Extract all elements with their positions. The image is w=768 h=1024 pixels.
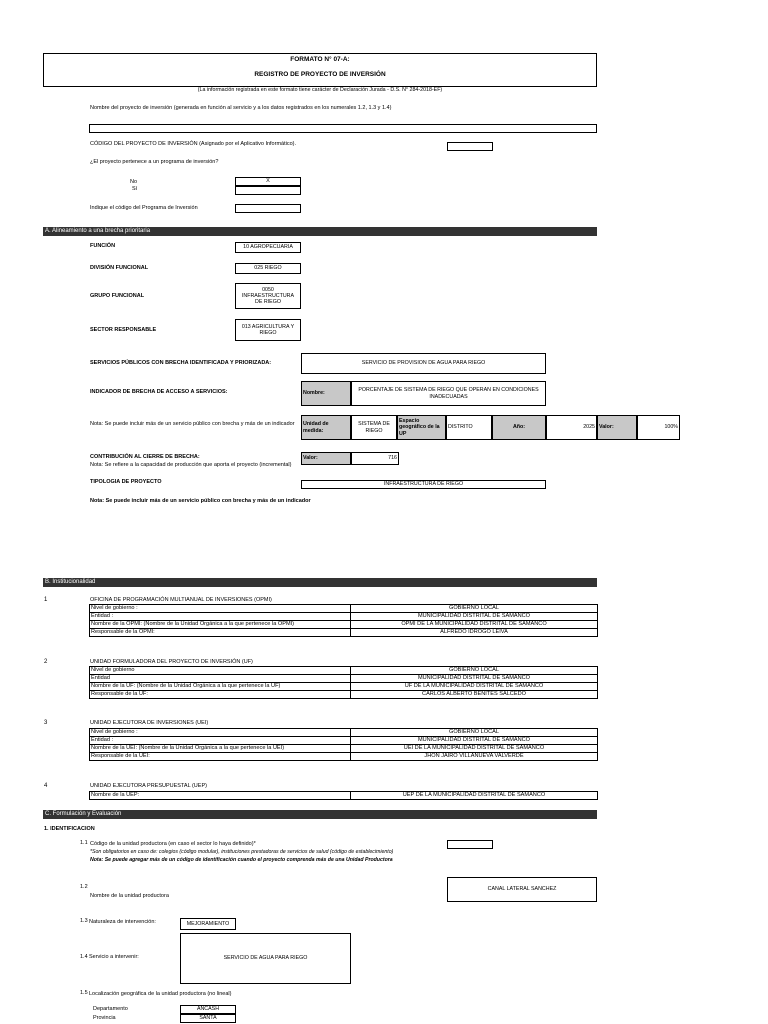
- anio-field[interactable]: 2025: [546, 415, 597, 440]
- program-si-label: Sí: [132, 186, 138, 192]
- uei-number: 3: [44, 720, 48, 726]
- item-1-5-number: 1.5: [80, 990, 88, 996]
- program-si-field[interactable]: [235, 186, 301, 195]
- uf-table: [89, 666, 598, 699]
- grupo-label: GRUPO FUNCIONAL: [90, 293, 145, 299]
- row-label: Nivel de gobierno :: [90, 729, 351, 737]
- item-1-1-note: *Son obligatorios en caso de: colegios (código modular), instituciones prestadoras de servicios de salud (código de establecimiento): [90, 849, 394, 855]
- table-row: [90, 745, 598, 753]
- item-1-3-number: 1.3: [80, 918, 88, 924]
- row-value[interactable]: UEP DE LA MUNICIPALIDAD DISTRITAL DE SAMANCO: [351, 792, 598, 800]
- format-title: REGISTRO DE PROYECTO DE INVERSIÓN: [254, 70, 386, 78]
- table-row: [90, 629, 598, 637]
- row-value[interactable]: MUNICIPALIDAD DISTRITAL DE SAMANCO: [351, 675, 598, 683]
- valor-field[interactable]: 100%: [637, 415, 680, 440]
- uei-title: UNIDAD EJECUTORA DE INVERSIONES (UEI): [90, 720, 209, 726]
- provincia-field[interactable]: SANTA: [180, 1014, 236, 1023]
- row-label: Nivel de gobierno: [90, 667, 351, 675]
- table-row: [90, 683, 598, 691]
- table-row: [90, 621, 598, 629]
- sector-field[interactable]: 013 AGRICULTURA Y RIEGO: [235, 319, 301, 341]
- section-c-title: C. Formulación y Evaluación: [43, 810, 597, 819]
- division-label: DIVISIÓN FUNCIONAL: [90, 265, 149, 271]
- espacio-field[interactable]: DISTRITO: [446, 415, 492, 440]
- item-1-2-label: Nombre de la unidad productora: [90, 893, 169, 899]
- unidad-field[interactable]: SISTEMA DE RIEGO: [351, 415, 397, 440]
- opmi-title: OFICINA DE PROGRAMACIÓN MULTIANUAL DE INVERSIONES (OPMI): [90, 597, 272, 603]
- row-label: Nombre de la UEI: (Nombre de la Unidad Orgánica a la que pertenece la UEI): [90, 745, 351, 753]
- opmi-number: 1: [44, 597, 48, 603]
- nombre-field[interactable]: PORCENTAJE DE SISTEMA DE RIEGO QUE OPERAN EN CONDICIONES INADECUADAS: [351, 381, 546, 406]
- program-question: ¿El proyecto pertenece a un programa de inversión?: [90, 159, 219, 165]
- row-label: Nombre de la UF: (Nombre de la Unidad Orgánica a la que pertenece la UF): [90, 683, 351, 691]
- row-value[interactable]: ALFREDO IDROGO LEIVA: [351, 629, 598, 637]
- indicador-label: INDICADOR DE BRECHA DE ACCESO A SERVICIOS:: [90, 389, 228, 395]
- item-1-2-number: 1.2: [80, 884, 88, 890]
- program-no-field[interactable]: X: [235, 177, 301, 186]
- row-label: Nivel de gobierno :: [90, 605, 351, 613]
- funcion-field[interactable]: 10 AGROPECUARIA: [235, 242, 301, 253]
- naturaleza-field[interactable]: MEJORAMIENTO: [180, 918, 236, 930]
- contrib-valor-field[interactable]: 716: [351, 452, 399, 465]
- section-b-title: B. Institucionalidad: [43, 578, 597, 587]
- contrib-note: Nota: Se refiere a la capacidad de producción que aporta el proyecto (incremental): [90, 462, 292, 468]
- row-value[interactable]: GOBIERNO LOCAL: [351, 605, 598, 613]
- item-1-4-label: Servicio a intervenir:: [89, 954, 139, 960]
- item-1-1-number: 1.1: [80, 840, 88, 846]
- row-value[interactable]: JHON JAIRO VILLANUEVA VALVERDE: [351, 753, 598, 761]
- table-row: [90, 753, 598, 761]
- item-1-4-number: 1.4: [80, 954, 88, 960]
- nota-indicador: Nota: Se puede incluir más de un servicio público con brecha y más de un indicador: [90, 421, 295, 427]
- row-value[interactable]: UF DE LA MUNICIPALIDAD DISTRITAL DE SAMANCO: [351, 683, 598, 691]
- identificacion-heading: 1. IDENTIFICACION: [44, 826, 95, 832]
- row-label: Nombre de la UEP:: [90, 792, 351, 800]
- row-value[interactable]: MUNICIPALIDAD DISTRITAL DE SAMANCO: [351, 613, 598, 621]
- contrib-label: CONTRIBUCIÓN AL CIERRE DE BRECHA:: [90, 454, 200, 460]
- nota-servicio-bold: Nota: Se puede incluir más de un servicio público con brecha y más de un indicador: [90, 498, 311, 504]
- row-label: Responsable de la UEI:: [90, 753, 351, 761]
- opmi-table: [89, 604, 598, 637]
- row-label: Responsable de la OPMI:: [90, 629, 351, 637]
- sector-label: SECTOR RESPONSABLE: [90, 327, 157, 333]
- project-code-label: CÓDIGO DEL PROYECTO DE INVERSIÓN (Asignado por el Aplicativo Informático).: [90, 141, 297, 147]
- division-field[interactable]: 025 RIEGO: [235, 263, 301, 274]
- unidad-label: Unidad de medida:: [301, 415, 351, 440]
- uep-title: UNIDAD EJECUTORA PRESUPUESTAL (UEP): [90, 783, 207, 789]
- table-row: [90, 605, 598, 613]
- unidad-productora-code-field[interactable]: [447, 840, 493, 849]
- item-1-1-label: Código de la unidad productora (en caso el sector lo haya definido)*: [90, 841, 256, 847]
- project-code-field[interactable]: [447, 142, 493, 151]
- row-label: Entidad: [90, 675, 351, 683]
- uep-number: 4: [44, 783, 48, 789]
- table-row: [90, 675, 598, 683]
- table-row: [90, 667, 598, 675]
- uf-number: 2: [44, 659, 48, 665]
- row-value[interactable]: OPMI DE LA MUNICIPALIDAD DISTRITAL DE SAMANCO: [351, 621, 598, 629]
- table-row: [90, 613, 598, 621]
- table-row: [90, 691, 598, 699]
- row-value[interactable]: UEI DE LA MUNICIPALIDAD DISTRITAL DE SAMANCO: [351, 745, 598, 753]
- item-1-5-label: Localización geográfica de la unidad productora (no lineal): [89, 991, 232, 997]
- format-note: (La información registrada en este formato tiene carácter de Declaración Jurada - D.S. N° 284-2018-EF): [197, 87, 443, 94]
- uei-table: [89, 728, 598, 761]
- anio-label: Año:: [492, 415, 546, 440]
- valor-label: Valor:: [597, 415, 637, 440]
- grupo-field[interactable]: 0050 INFRAESTRUCTURA DE RIEGO: [235, 283, 301, 309]
- row-value[interactable]: GOBIERNO LOCAL: [351, 667, 598, 675]
- row-label: Entidad :: [90, 737, 351, 745]
- row-value[interactable]: GOBIERNO LOCAL: [351, 729, 598, 737]
- row-label: Responsable de la UF:: [90, 691, 351, 699]
- nombre-label: Nombre:: [301, 381, 351, 406]
- unidad-productora-name-field[interactable]: CANAL LATERAL SANCHEZ: [447, 877, 597, 902]
- espacio-label: Espacio geográfico de la UP: [397, 415, 446, 440]
- row-value[interactable]: CARLOS ALBERTO BENITES SALCEDO: [351, 691, 598, 699]
- tipologia-label: TIPOLOGIA DE PROYECTO: [90, 479, 162, 485]
- provincia-label: Provincia: [93, 1015, 116, 1021]
- table-row: [90, 792, 598, 800]
- row-value[interactable]: MUNICIPALIDAD DISTRITAL DE SAMANCO: [351, 737, 598, 745]
- project-name-field[interactable]: [89, 124, 597, 133]
- project-name-label: Nombre del proyecto de inversión (generada en función al servicio y a los datos registrados en los numerales 1.2, 1.3 y 1.4): [90, 105, 392, 111]
- item-1-3-label: Naturaleza de intervención:: [89, 919, 156, 925]
- format-code: FORMATO N° 07-A:: [290, 55, 350, 63]
- servicio-intervenir-field[interactable]: SERVICIO DE AGUA PARA RIEGO: [180, 933, 351, 984]
- program-code-label: Indique el código del Programa de Inversión: [90, 205, 198, 211]
- uf-title: UNIDAD FORMULADORA DEL PROYECTO DE INVERSIÓN (UF): [90, 659, 253, 665]
- item-1-1-note-bold: Nota: Se puede agregar más de un código de identificación cuando el proyecto comprenda más de una Unidad Productora: [90, 857, 393, 863]
- contrib-valor-label: Valor:: [301, 452, 351, 465]
- funcion-label: FUNCIÓN: [90, 243, 116, 249]
- tipologia-field[interactable]: INFRAESTRUCTURA DE RIEGO: [301, 480, 546, 489]
- program-code-field[interactable]: [235, 204, 301, 213]
- departamento-field[interactable]: ANCASH: [180, 1005, 236, 1014]
- table-row: [90, 729, 598, 737]
- servicios-field[interactable]: SERVICIO DE PROVISION DE AGUA PARA RIEGO: [301, 353, 546, 374]
- section-a-title: A. Alineamiento a una brecha prioritaria: [43, 227, 597, 236]
- row-label: Entidad :: [90, 613, 351, 621]
- program-no-label: No: [130, 179, 138, 185]
- servicios-label: SERVICIOS PÚBLICOS CON BRECHA IDENTIFICADA Y PRIORIZADA:: [90, 360, 272, 366]
- departamento-label: Departamento: [93, 1006, 128, 1012]
- uep-table: [89, 791, 598, 800]
- row-label: Nombre de la OPMI: (Nombre de la Unidad Orgánica a la que pertenece la OPMI): [90, 621, 351, 629]
- table-row: [90, 737, 598, 745]
